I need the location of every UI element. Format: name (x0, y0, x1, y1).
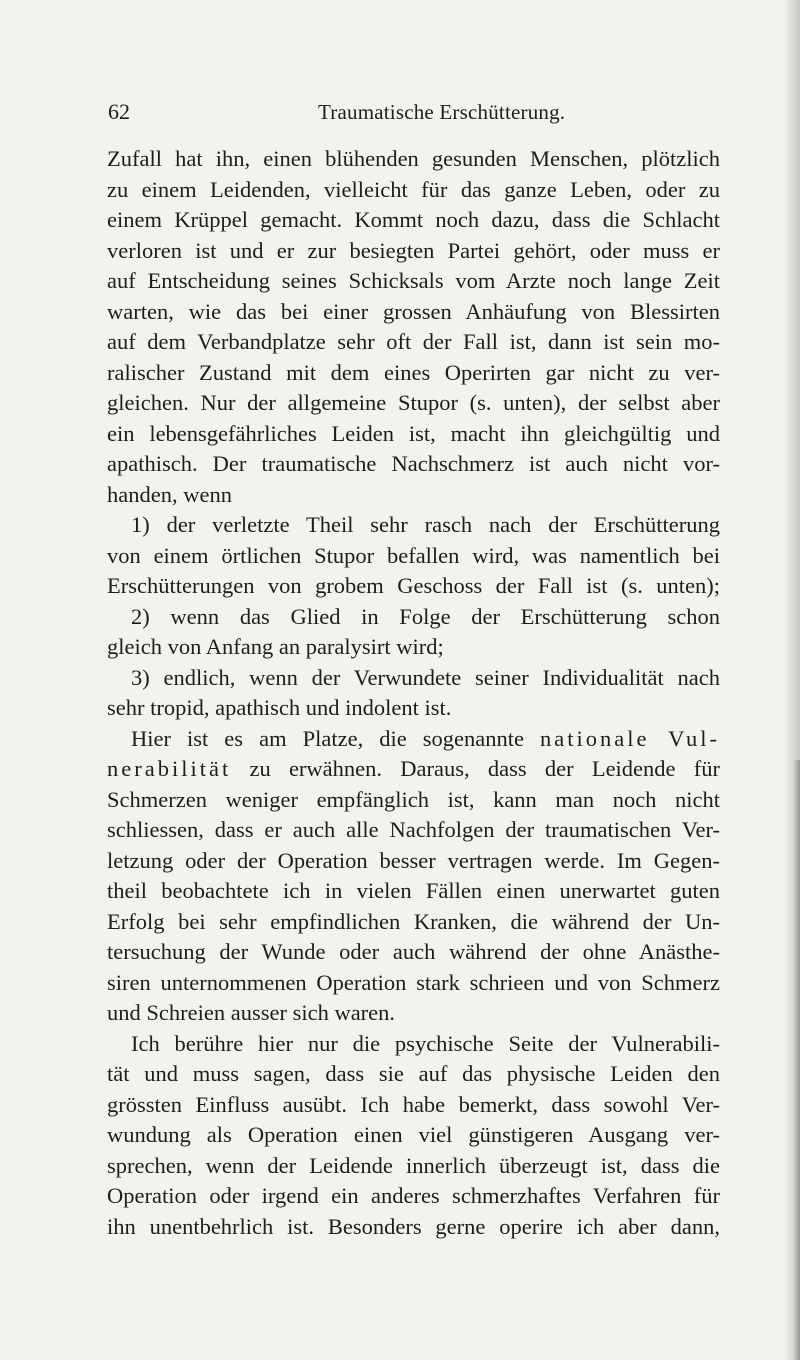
text-line: Schmerzen weniger empfänglich ist, kann man noch nicht (107, 786, 720, 812)
text-fragment: zu erwähnen. Daraus, dass der Leidende für (249, 756, 720, 781)
text-line: wundung als Operation einen viel günstigeren Ausgang ver- (107, 1122, 720, 1147)
text-line: apathisch. Der traumatische Nachschmerz ist auch nicht vor- (107, 451, 720, 476)
text-line: zu einem Leidenden, vielleicht für das ganze Leben, oder zu (107, 176, 720, 202)
text-line: Erschütterungen von grobem Geschoss der Fall ist (s. unten); (107, 573, 720, 598)
paragraph-start-line (107, 724, 720, 755)
text-line: auf Entscheidung seines Schicksals vom Arzte noch lange Zeit (107, 268, 720, 293)
text-line: auf dem Verbandplatze sehr oft der Fall ist, dann ist sein mo- (107, 329, 720, 354)
list-item-2: 2) wenn das Glied in Folge der Erschütterung schon (131, 603, 720, 629)
page-header (108, 98, 748, 126)
text-line: Operation oder irgend ein anderes schmerzhaftes Verfahren für (107, 1183, 720, 1208)
page-number: 62 (108, 99, 130, 124)
text-line: von einem örtlichen Stupor befallen wird, was namentlich bei (107, 542, 720, 568)
text-line: und Schreien ausser sich waren. (107, 1000, 396, 1025)
emphasized-term: nationale Vul- (540, 725, 720, 751)
text-line: ihn unentbehrlich ist. Besonders gerne operire ich aber dann, (107, 1213, 720, 1239)
body-text (107, 144, 720, 1242)
list-item-1: 1) der verletzte Theil sehr rasch nach der Erschütterung (131, 512, 720, 537)
text-line: warten, wie das bei einer grossen Anhäufung von Blessirten (107, 298, 720, 324)
text-line: grössten Einfluss ausübt. Ich habe bemerkt, dass sowohl Ver- (107, 1091, 720, 1117)
text-line: Erfolg bei sehr empfindlichen Kranken, die während der Un- (107, 908, 720, 934)
page-edge-stripe (793, 760, 800, 1360)
text-line: sehr tropid, apathisch und indolent ist. (107, 695, 452, 720)
paragraph-lead-text: Hier ist es am Platze, die sogenannte (131, 725, 524, 751)
text-line: verloren ist und er zur besiegten Partei gehört, oder muss er (107, 237, 720, 263)
text-line: gleich von Anfang an paralysirt wird; (107, 634, 444, 659)
text-line: tät und muss sagen, dass sie auf das physische Leiden den (107, 1061, 720, 1086)
text-line: letzung oder der Operation besser vertragen werde. Im Gegen- (107, 847, 720, 873)
text-line: handen, wenn (107, 481, 232, 507)
emphasized-term: nerabilität (107, 756, 232, 781)
text-line: theil beobachtete ich in vielen Fällen einen unerwartet guten (107, 878, 720, 903)
text-line: siren unternommenen Operation stark schrieen und von Schmerz (107, 969, 720, 995)
text-line: tersuchung der Wunde oder auch während der ohne Anästhe- (107, 939, 720, 964)
text-line: ein lebensgefährliches Leiden ist, macht ihn gleichgültig und (107, 420, 720, 446)
text-line-with-emphasis (107, 754, 720, 785)
text-line: gleichen. Nur der allgemeine Stupor (s. unten), der selbst aber (107, 390, 720, 415)
paragraph-start-line: Ich berühre hier nur die psychische Seite der Vulnerabili- (131, 1030, 720, 1056)
text-line: Zufall hat ihn, einen blühenden gesunden Menschen, plötzlich (107, 146, 720, 171)
text-line: schliessen, dass er auch alle Nachfolgen der traumatischen Ver- (107, 817, 720, 842)
text-line: einem Krüppel gemacht. Kommt noch dazu, dass die Schlacht (107, 207, 720, 232)
running-title: Traumatische Erschütterung. (318, 100, 566, 124)
list-item-3: 3) endlich, wenn der Verwundete seiner Individualität nach (131, 664, 720, 690)
text-line: ralischer Zustand mit dem eines Operirten gar nicht zu ver- (107, 359, 720, 385)
text-line: sprechen, wenn der Leidende innerlich überzeugt ist, dass die (107, 1152, 720, 1178)
